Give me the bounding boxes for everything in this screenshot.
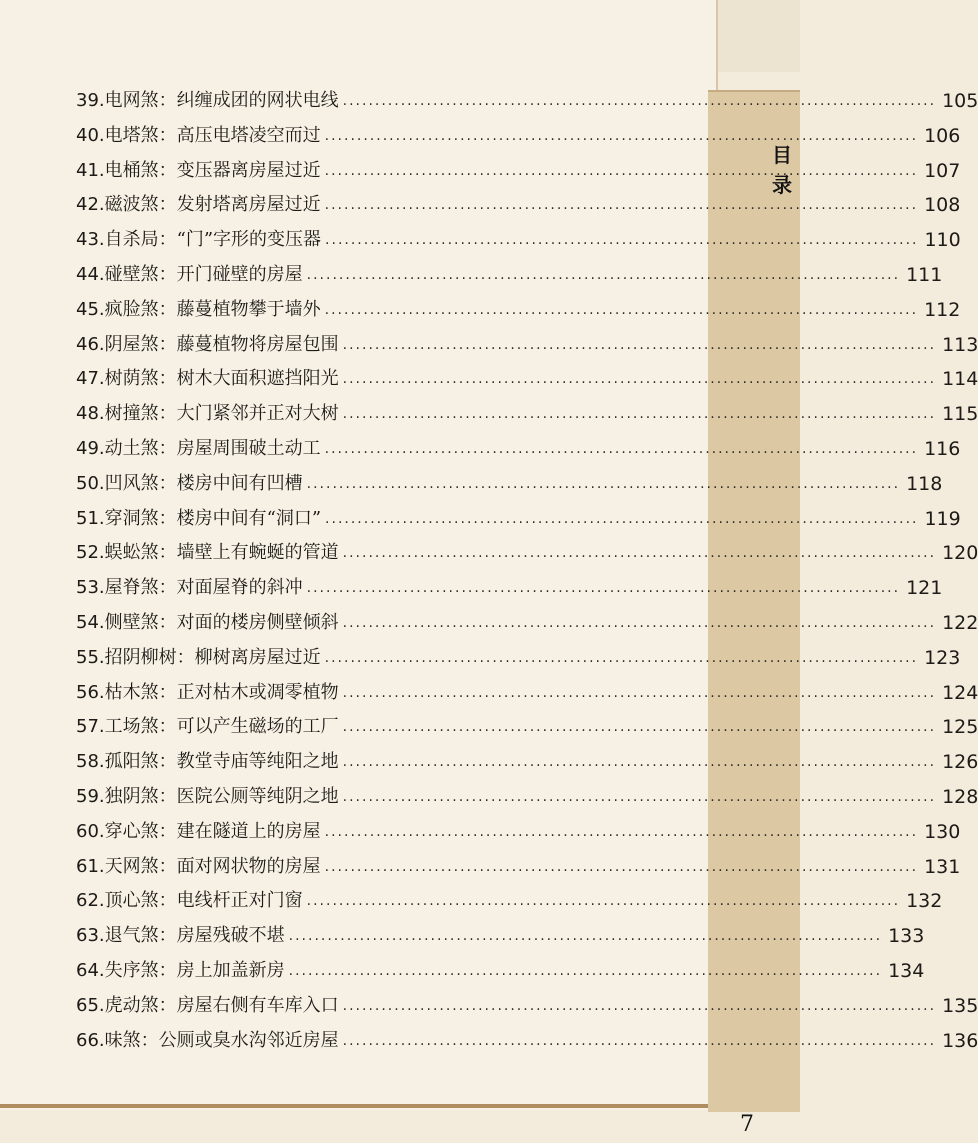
toc-entry-description: 柳树离房屋过近 bbox=[194, 646, 321, 668]
toc-entry-description: 变压器离房屋过近 bbox=[176, 159, 321, 181]
toc-entry-number: 63. bbox=[76, 925, 105, 947]
toc-entry-page: 135 bbox=[942, 994, 978, 1017]
toc-entry-title: 孤阳煞 bbox=[104, 751, 159, 773]
toc-entry-number: 41. bbox=[76, 159, 105, 181]
toc-entry[interactable] bbox=[76, 295, 961, 325]
toc-entry-description: 电线杆正对门窗 bbox=[176, 890, 303, 912]
toc-entry-page: 131 bbox=[924, 855, 961, 878]
toc-entry-title: 招阴柳树 bbox=[104, 646, 177, 668]
toc-entry-description: 纠缠成团的网状电线 bbox=[176, 90, 339, 111]
toc-entry-page: 116 bbox=[924, 438, 961, 460]
toc-entry[interactable] bbox=[76, 469, 943, 499]
toc-entry-separator: ： bbox=[158, 333, 177, 355]
toc-entry-description: 房屋右侧有车库入口 bbox=[176, 994, 339, 1016]
toc-entry-page: 134 bbox=[888, 960, 925, 982]
toc-entry-title: 枯木煞 bbox=[104, 681, 159, 703]
toc-leader-dots: ............................................................................................ bbox=[342, 719, 937, 736]
toc-entry-title: 树撞煞 bbox=[104, 403, 159, 425]
toc-entry-separator: ： bbox=[158, 577, 177, 599]
toc-leader-dots: ............................................................................................ bbox=[288, 963, 883, 979]
toc-entry-page: 108 bbox=[924, 194, 961, 217]
toc-entry-description: 房屋残破不堪 bbox=[176, 925, 285, 947]
toc-entry-separator: ： bbox=[158, 229, 177, 251]
toc-leader-dots: ............................................................................................ bbox=[342, 615, 937, 631]
bottom-rule bbox=[0, 1104, 716, 1108]
toc-entry[interactable] bbox=[76, 678, 978, 708]
toc-entry-separator: ： bbox=[158, 159, 177, 181]
toc-entry-separator: ： bbox=[140, 1029, 159, 1051]
toc-entry-description: 对面的楼房侧壁倾斜 bbox=[176, 612, 339, 633]
toc-entry-page: 119 bbox=[924, 507, 961, 530]
toc-entry-title: 磁波煞 bbox=[104, 194, 159, 216]
toc-entry-number: 39. bbox=[76, 90, 105, 111]
toc-entry[interactable] bbox=[76, 643, 961, 673]
toc-entry-description: 高压电塔凌空而过 bbox=[176, 124, 321, 146]
toc-entry-description: 开门碰壁的房屋 bbox=[176, 264, 303, 285]
toc-entry-page: 106 bbox=[924, 124, 961, 147]
toc-entry-separator: ： bbox=[158, 612, 177, 633]
toc-entry-separator: ： bbox=[158, 403, 177, 425]
toc-leader-dots: ............................................................................................ bbox=[324, 823, 919, 840]
toc-entry-number: 42. bbox=[76, 194, 105, 216]
toc-entry-description: 大门紧邻并正对大树 bbox=[176, 403, 339, 425]
toc-entry-description: 楼房中间有“洞口” bbox=[176, 507, 322, 529]
toc-entry-number: 53. bbox=[76, 577, 105, 599]
toc-entry-title: 虎动煞 bbox=[104, 994, 159, 1016]
toc-entry-page: 105 bbox=[942, 90, 978, 112]
toc-entry-separator: ： bbox=[158, 438, 177, 459]
toc-entry-page: 124 bbox=[942, 681, 978, 704]
toc-leader-dots: ............................................................................................ bbox=[324, 127, 919, 144]
toc-entry-title: 碰壁煞 bbox=[104, 264, 159, 285]
toc-entry-page: 132 bbox=[906, 890, 943, 913]
toc-entry[interactable] bbox=[76, 817, 961, 847]
toc-leader-dots: ............................................................................................ bbox=[342, 371, 937, 388]
toc-entry-number: 50. bbox=[76, 472, 105, 494]
toc-entry-description: 房屋周围破土动工 bbox=[176, 438, 321, 459]
toc-entry-page: 126 bbox=[942, 751, 978, 774]
toc-leader-dots: ............................................................................................ bbox=[342, 545, 937, 562]
toc-entry-separator: ： bbox=[158, 472, 177, 494]
toc-entry-description: 树木大面积遮挡阳光 bbox=[176, 368, 339, 390]
toc-leader-dots: ............................................................................................ bbox=[342, 93, 937, 109]
toc-entry-title: 电桶煞 bbox=[104, 159, 159, 181]
toc-entry[interactable] bbox=[76, 190, 961, 220]
toc-entry-description: 教堂寺庙等纯阳之地 bbox=[176, 751, 339, 773]
toc-entry-page: 123 bbox=[924, 646, 961, 669]
toc-entry-description: 面对网状物的房屋 bbox=[176, 855, 321, 877]
toc-entry-number: 40. bbox=[76, 124, 105, 146]
toc-entry-title: 自杀局 bbox=[104, 229, 159, 251]
toc-entry[interactable] bbox=[76, 956, 925, 986]
toc-entry-title: 阴屋煞 bbox=[104, 333, 159, 355]
toc-leader-dots: ............................................................................................ bbox=[306, 580, 901, 597]
toc-entry-separator: ： bbox=[158, 194, 177, 216]
toc-leader-dots: ............................................................................................ bbox=[288, 928, 883, 945]
toc-entry-separator: ： bbox=[158, 124, 177, 146]
toc-leader-dots: ............................................................................................ bbox=[342, 684, 937, 701]
toc-leader-dots: ............................................................................................ bbox=[324, 441, 919, 457]
toc-entry-page: 114 bbox=[942, 368, 978, 391]
toc-entry-page: 111 bbox=[906, 264, 943, 286]
toc-entry-number: 52. bbox=[76, 542, 105, 564]
toc-entry-title: 疯脸煞 bbox=[104, 298, 159, 320]
toc-entry-description: “门”字形的变压器 bbox=[176, 229, 322, 251]
toc-entry-title: 电网煞 bbox=[104, 90, 159, 111]
toc-entry[interactable] bbox=[76, 921, 925, 951]
toc-entry-number: 54. bbox=[76, 612, 105, 633]
toc-entry-number: 58. bbox=[76, 751, 105, 773]
toc-entry-page: 125 bbox=[942, 716, 978, 739]
toc-entry[interactable] bbox=[76, 886, 943, 916]
toc-entry[interactable] bbox=[76, 991, 978, 1021]
toc-entry[interactable] bbox=[76, 121, 961, 151]
toc-entry-separator: ： bbox=[158, 890, 177, 912]
toc-leader-dots: ............................................................................................ bbox=[324, 649, 919, 666]
toc-entry-page: 112 bbox=[924, 298, 961, 321]
toc-entry-separator: ： bbox=[158, 716, 177, 738]
toc-entry-page: 121 bbox=[906, 577, 943, 600]
toc-entry-page: 107 bbox=[924, 159, 961, 182]
toc-entry-title: 电塔煞 bbox=[104, 124, 159, 146]
toc-leader-dots: ............................................................................................ bbox=[342, 406, 937, 423]
toc-entry-separator: ： bbox=[158, 820, 177, 842]
toc-entry-title: 工场煞 bbox=[104, 716, 159, 738]
toc-entry-page: 128 bbox=[942, 786, 978, 808]
toc-leader-dots: ............................................................................................ bbox=[325, 510, 919, 527]
toc-entry[interactable] bbox=[76, 747, 978, 777]
toc-entry-title: 顶心煞 bbox=[104, 890, 159, 912]
toc-entry-separator: ： bbox=[158, 298, 177, 320]
toc-entry-separator: ： bbox=[158, 960, 177, 981]
toc-leader-dots: ............................................................................................ bbox=[324, 858, 919, 875]
toc-entry[interactable] bbox=[76, 434, 961, 464]
toc-entry-separator: ： bbox=[158, 368, 177, 390]
toc-entry-title: 味煞 bbox=[104, 1029, 141, 1051]
toc-entry[interactable] bbox=[76, 1026, 978, 1056]
toc-leader-dots: ............................................................................................ bbox=[342, 754, 937, 771]
toc-entry-separator: ： bbox=[158, 786, 177, 807]
toc-entry-title: 退气煞 bbox=[104, 925, 159, 947]
section-tab-char: 录 bbox=[772, 173, 792, 197]
toc-entry[interactable] bbox=[76, 504, 961, 534]
toc-entry-title: 穿心煞 bbox=[104, 820, 159, 842]
toc-entry-page: 118 bbox=[906, 472, 943, 495]
toc-entry-page: 122 bbox=[942, 612, 978, 634]
toc-entry[interactable] bbox=[76, 330, 978, 360]
toc-entry[interactable] bbox=[76, 225, 961, 255]
toc-entry-page: 136 bbox=[942, 1029, 978, 1052]
toc-entry[interactable] bbox=[76, 364, 978, 394]
toc-leader-dots: ............................................................................................ bbox=[342, 1032, 937, 1049]
toc-leader-dots: ............................................................................................ bbox=[306, 893, 901, 910]
toc-entry-number: 55. bbox=[76, 646, 105, 668]
toc-leader-dots: ............................................................................................ bbox=[324, 301, 919, 318]
toc-entry-title: 凹风煞 bbox=[104, 472, 159, 494]
toc-leader-dots: ............................................................................................ bbox=[324, 197, 919, 214]
toc-entry[interactable] bbox=[76, 712, 978, 742]
toc-entry-number: 56. bbox=[76, 681, 105, 703]
toc-entry-description: 可以产生磁场的工厂 bbox=[176, 716, 339, 738]
toc-entry-page: 133 bbox=[888, 925, 925, 948]
toc-entry-description: 藤蔓植物攀于墙外 bbox=[176, 298, 321, 320]
toc-entry-separator: ： bbox=[176, 646, 195, 668]
toc-entry-title: 侧壁煞 bbox=[104, 612, 159, 633]
toc-entry-description: 发射塔离房屋过近 bbox=[176, 194, 321, 216]
section-tab-char: 目 bbox=[772, 143, 792, 167]
toc-entry-title: 天网煞 bbox=[104, 855, 159, 877]
toc-leader-dots: ............................................................................................ bbox=[342, 997, 937, 1014]
toc-entry-separator: ： bbox=[158, 542, 177, 564]
toc-leader-dots: ............................................................................................ bbox=[306, 267, 901, 283]
toc-leader-dots: ............................................................................................ bbox=[342, 789, 937, 805]
toc-entry-number: 61. bbox=[76, 855, 105, 877]
toc-entry-page: 115 bbox=[942, 403, 978, 426]
toc-entry-number: 49. bbox=[76, 438, 105, 459]
toc-entry-number: 57. bbox=[76, 716, 105, 738]
toc-entry[interactable] bbox=[76, 156, 961, 186]
toc-entry-title: 蜈蚣煞 bbox=[104, 542, 159, 564]
toc-entry-title: 屋脊煞 bbox=[104, 577, 159, 599]
toc-entry-number: 60. bbox=[76, 820, 105, 842]
toc-entry-description: 建在隧道上的房屋 bbox=[176, 820, 321, 842]
toc-entry-number: 43. bbox=[76, 229, 105, 251]
toc-entry-number: 59. bbox=[76, 786, 105, 807]
toc-entry-page: 113 bbox=[942, 333, 978, 356]
toc-entry-number: 66. bbox=[76, 1029, 105, 1051]
toc-entry-separator: ： bbox=[158, 751, 177, 773]
toc-entry[interactable] bbox=[76, 86, 978, 116]
toc-entry-number: 45. bbox=[76, 298, 105, 320]
toc-leader-dots: ............................................................................................ bbox=[342, 336, 937, 353]
toc-entry-title: 失序煞 bbox=[104, 960, 159, 981]
toc-entry-number: 44. bbox=[76, 264, 105, 285]
toc-entry-description: 房上加盖新房 bbox=[176, 960, 285, 981]
toc-entry-description: 墙壁上有蜿蜒的管道 bbox=[176, 542, 339, 564]
toc-entry-separator: ： bbox=[158, 264, 177, 285]
toc-entry-description: 楼房中间有凹槽 bbox=[176, 472, 303, 494]
toc-entry-description: 对面屋脊的斜冲 bbox=[176, 577, 303, 599]
toc-entry[interactable] bbox=[76, 538, 978, 568]
toc-entry-number: 51. bbox=[76, 507, 105, 529]
toc-entry-number: 46. bbox=[76, 333, 105, 355]
toc-entry-title: 树荫煞 bbox=[104, 368, 159, 390]
toc-entry-description: 正对枯木或凋零植物 bbox=[176, 681, 339, 703]
toc-entry-separator: ： bbox=[158, 855, 177, 877]
toc-entry-description: 公厕或臭水沟邻近房屋 bbox=[158, 1029, 339, 1051]
toc-entry[interactable] bbox=[76, 573, 943, 603]
toc-entry-separator: ： bbox=[158, 507, 177, 529]
toc-entry[interactable] bbox=[76, 852, 961, 882]
toc-entry[interactable] bbox=[76, 260, 943, 290]
toc-entry-number: 65. bbox=[76, 994, 105, 1016]
toc-entry-page: 120 bbox=[942, 542, 978, 565]
toc-entry-description: 藤蔓植物将房屋包围 bbox=[176, 333, 339, 355]
toc-entry-number: 48. bbox=[76, 403, 105, 425]
toc-leader-dots: ............................................................................................ bbox=[324, 162, 919, 179]
toc-leader-dots: ............................................................................................ bbox=[306, 475, 901, 492]
toc-entry[interactable] bbox=[76, 782, 978, 812]
page-number: 7 bbox=[740, 1112, 754, 1137]
toc-entry-page: 130 bbox=[924, 820, 961, 843]
toc-entry-title: 独阴煞 bbox=[104, 786, 159, 807]
toc-entry-title: 穿洞煞 bbox=[104, 507, 159, 529]
toc-entry-number: 64. bbox=[76, 960, 105, 981]
toc-leader-dots: ............................................................................................ bbox=[325, 232, 919, 249]
toc-entry[interactable] bbox=[76, 399, 978, 429]
toc-entry[interactable] bbox=[76, 608, 978, 638]
toc-entry-page: 110 bbox=[924, 229, 961, 252]
toc-entry-separator: ： bbox=[158, 90, 177, 111]
toc-entry-separator: ： bbox=[158, 681, 177, 703]
toc-entry-separator: ： bbox=[158, 994, 177, 1016]
toc-entry-number: 47. bbox=[76, 368, 105, 390]
toc-entry-number: 62. bbox=[76, 890, 105, 912]
toc-entry-separator: ： bbox=[158, 925, 177, 947]
toc-entry-description: 医院公厕等纯阴之地 bbox=[176, 786, 339, 807]
table-of-contents bbox=[0, 86, 978, 1086]
toc-entry-title: 动土煞 bbox=[104, 438, 159, 459]
